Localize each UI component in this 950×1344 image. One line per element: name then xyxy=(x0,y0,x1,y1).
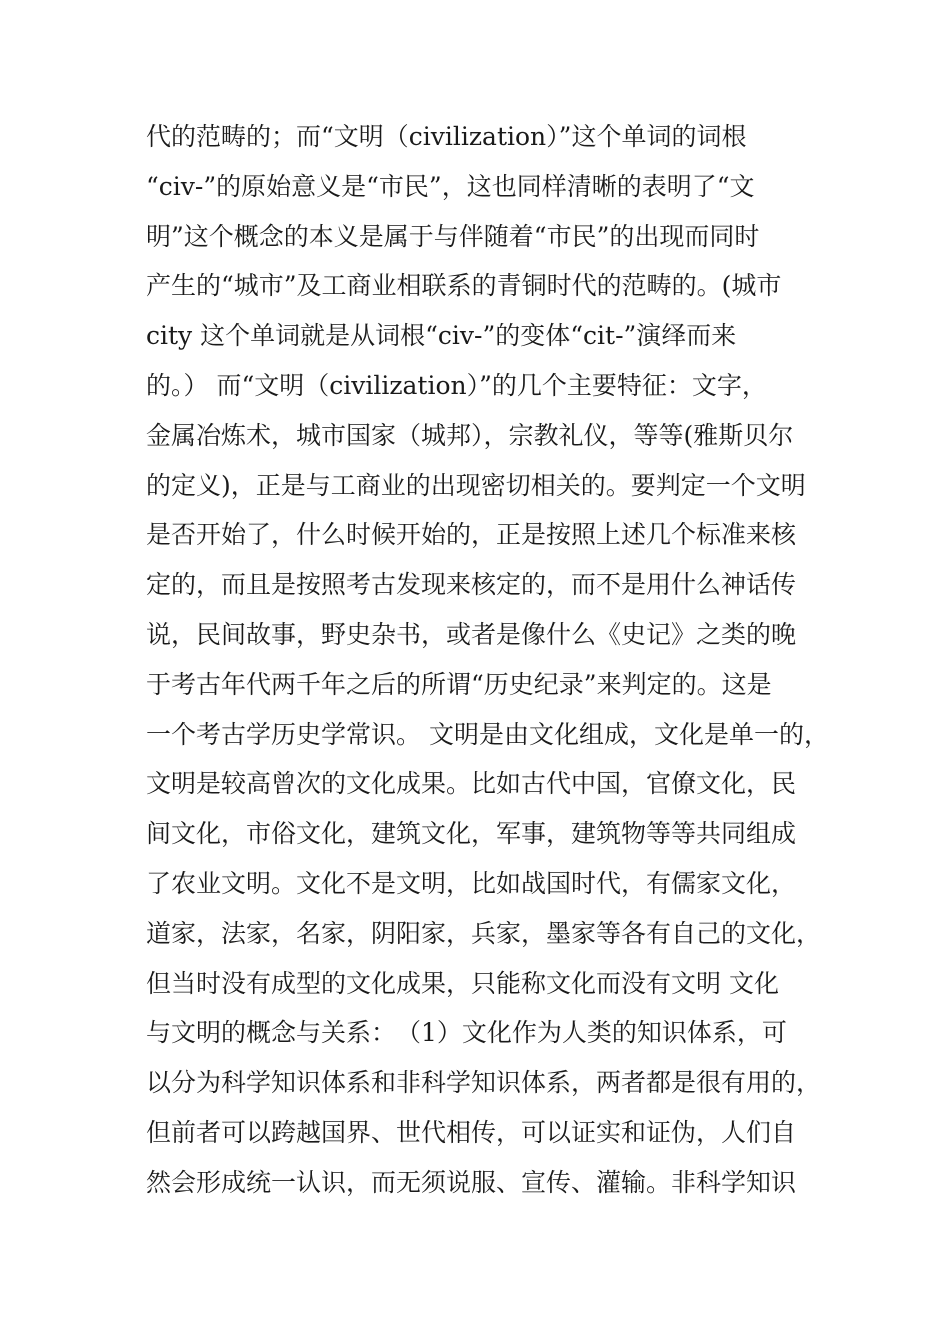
text-line: 金属冶炼术，城市国家（城邦），宗教礼仪，等等(雅斯贝尔 xyxy=(146,420,794,450)
text-line: “civ-”的原始意义是“市民”，这也同样清晰的表明了“文 xyxy=(146,171,755,201)
text-line: 说，民间故事，野史杂书，或者是像什么《史记》之类的晚 xyxy=(146,619,797,649)
text-line: 产生的“城市”及工商业相联系的青铜时代的范畴的。(城市 xyxy=(146,271,782,301)
text-line: 与文明的概念与关系： （1）文化作为人类的知识体系，可 xyxy=(146,1018,787,1048)
text-line: 定的，而且是按照考古发现来核定的，而不是用什么神话传 xyxy=(146,570,797,600)
text-line: 明”这个概念的本义是属于与伴随着“市民”的出现而同时 xyxy=(146,221,760,251)
text-line: 的。） 而“文明（civilization）”的几个主要特征：文字， xyxy=(146,370,767,400)
text-line: 是否开始了，什么时候开始的，正是按照上述几个标准来核 xyxy=(146,520,797,550)
text-line: 的定义)，正是与工商业的出现密切相关的。要判定一个文明 xyxy=(146,470,806,500)
text-line: 道家，法家，名家，阴阳家，兵家，墨家等各有自己的文化， xyxy=(146,918,822,948)
body-text xyxy=(146,112,829,1208)
text-line: 以分为科学知识体系和非科学知识体系，两者都是很有用的， xyxy=(146,1068,822,1098)
text-line: 于考古年代两千年之后的所谓“历史纪录”来判定的。这是 xyxy=(146,669,772,699)
text-line: 文明是较高曾次的文化成果。比如古代中国，官僚文化，民 xyxy=(146,769,797,799)
text-line: 然会形成统一认识，而无须说服、宣传、灌输。非科学知识 xyxy=(146,1167,797,1197)
text-line: 间文化，市俗文化，建筑文化，军事，建筑物等等共同组成 xyxy=(146,819,797,849)
text-line: 但前者可以跨越国界、世代相传，可以证实和证伪，人们自 xyxy=(146,1117,797,1147)
text-line: 但当时没有成型的文化成果，只能称文化而没有文明 文化 xyxy=(146,968,779,998)
text-line: 了农业文明。文化不是文明，比如战国时代，有儒家文化， xyxy=(146,868,797,898)
text-line: 一个考古学历史学常识。 文明是由文化组成，文化是单一的， xyxy=(146,719,829,749)
text-line: city 这个单词就是从词根“civ-”的变体“cit-”演绎而来 xyxy=(146,321,737,351)
text-line: 代的范畴的；而“文明（civilization）”这个单词的词根 xyxy=(146,122,747,151)
